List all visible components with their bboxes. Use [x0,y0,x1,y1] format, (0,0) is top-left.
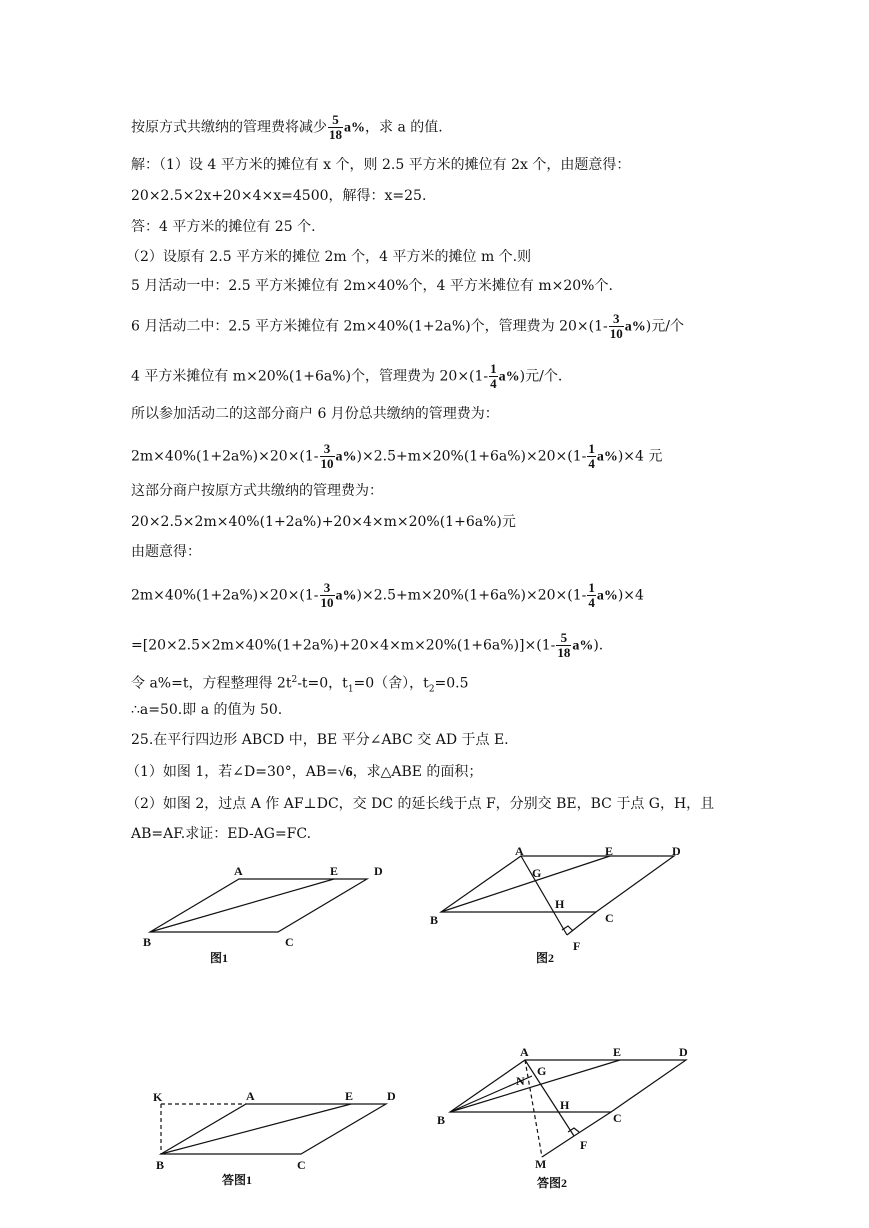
ans2-label-B: B [437,1113,446,1127]
solution-line-2: 20×2.5×2x+20×4×x=4500，解得：x=25. [131,188,427,204]
ans1-label-D: D [387,1089,396,1103]
ans1-caption: 答图1 [222,1173,253,1187]
substitution-line: 令 a%=t，方程整理得 $2t^2-t=0$，$t_1=0$（舍），$t_2=0.5$ [131,675,469,695]
equation-rhs: =[20×2.5×2m×40%(1+2a%)+20×4×m×20%(1+6a%)]×(1- $\frac{5}{18}$ a%). [131,630,604,660]
fig2-label-A: A [515,844,524,858]
fig1-label-E: E [330,864,339,878]
answer-line: 答：4 平方米的摊位有 25 个. [131,219,316,235]
problem-25-part1: （1）如图 1，若∠D=30°，AB=√6，求△ABE 的面积； [126,764,483,780]
ans2-caption: 答图2 [537,1176,568,1190]
figure-2 [420,838,700,968]
answer-figure-1 [140,1082,410,1197]
fraction: $\frac{5}{18}$ [329,112,342,142]
fig2-label-C: C [605,911,614,925]
conclusion-line: ∴a=50.即 a 的值为 50. [131,702,283,718]
fig2-caption: 图2 [536,951,555,965]
ans2-label-H: H [560,1098,570,1112]
ans1-label-E: E [345,1089,354,1103]
ans1-label-C: C [297,1158,306,1172]
ans2-label-G: G [537,1064,547,1078]
answer-figure-2 [430,1040,700,1195]
equation-intro: 由题意得： [131,544,201,560]
problem-25-part2-cont: AB=AF.求证：ED-AG=FC. [131,826,312,842]
ans2-label-D: D [679,1045,688,1059]
ans2-label-N: N [516,1074,525,1088]
fig2-label-D: D [672,844,681,858]
ans1-label-A: A [246,1089,255,1103]
fig1-label-B: B [143,935,152,949]
ans1-label-B: B [156,1158,165,1172]
ans2-label-F: F [580,1138,588,1152]
total-fee-intro: 所以参加活动二的这部分商户 6 月份总共缴纳的管理费为： [131,406,499,422]
solution-line-1: 解：（1）设 4 平方米的摊位有 x 个，则 2.5 平方米的摊位有 2x 个，由题意得： [131,157,631,173]
fig2-label-B: B [430,913,439,927]
four-sqm-line: 4 平方米摊位有 m×20%(1+6a%)个，管理费为 20×(1- $\frac{1}{4}$ a%)元/个. [131,361,563,391]
june-activity: 6 月活动二中：2.5 平方米摊位有 2m×40%(1+2a%)个，管理费为 20×(1- $\frac{3}{10}$ a%)元/个 [131,311,684,341]
problem-25-part2: （2）如图 2，过点 A 作 AF⊥DC，交 DC 的延长线于点 F，分别交 BE，BC 于点 G，H，且 [126,796,715,812]
fig1-label-A: A [234,864,243,878]
fig2-label-G: G [532,866,542,880]
fig1-caption: 图1 [210,951,229,965]
total-fee-expr: 2m×40%(1+2a%)×20×(1- $\frac{3}{10}$ a%)×2.5+m×20%(1+6a%)×20×(1- $\frac{1}{4}$ a%)×4 元 [131,441,663,471]
original-fee-intro: 这部分商户按原方式共缴纳的管理费为： [131,483,383,499]
problem-25-title: 25.在平行四边形 ABCD 中，BE 平分∠ABC 交 AD 于点 E. [131,732,509,748]
fig2-label-F: F [573,939,581,953]
equation-lhs: 2m×40%(1+2a%)×20×(1- $\frac{3}{10}$ a%)×2.5+m×20%(1+6a%)×20×(1- $\frac{1}{4}$ a%)×4 [131,580,644,610]
fig2-label-E: E [605,844,614,858]
ans2-label-A: A [520,1045,529,1059]
ans2-label-E: E [613,1045,622,1059]
ans1-label-K: K [153,1090,163,1104]
figure-1 [130,855,400,970]
original-fee-expr: 20×2.5×2m×40%(1+2a%)+20×4×m×20%(1+6a%)元 [131,514,516,530]
may-activity: 5 月活动一中：2.5 平方米摊位有 2m×40%个，4 平方米摊位有 m×20%个. [131,278,613,294]
ans2-label-C: C [613,1111,622,1125]
fig1-label-D: D [374,864,383,878]
ans2-label-M: M [535,1157,547,1171]
fig1-label-C: C [285,935,294,949]
part2-setup: （2）设原有 2.5 平方米的摊位 2m 个，4 平方米的摊位 m 个.则 [126,249,532,265]
fig2-label-H: H [555,897,565,911]
intro-line: 按原方式共缴纳的管理费将减少 $\frac{5}{18}$ a%，求 a 的值. [131,112,443,142]
